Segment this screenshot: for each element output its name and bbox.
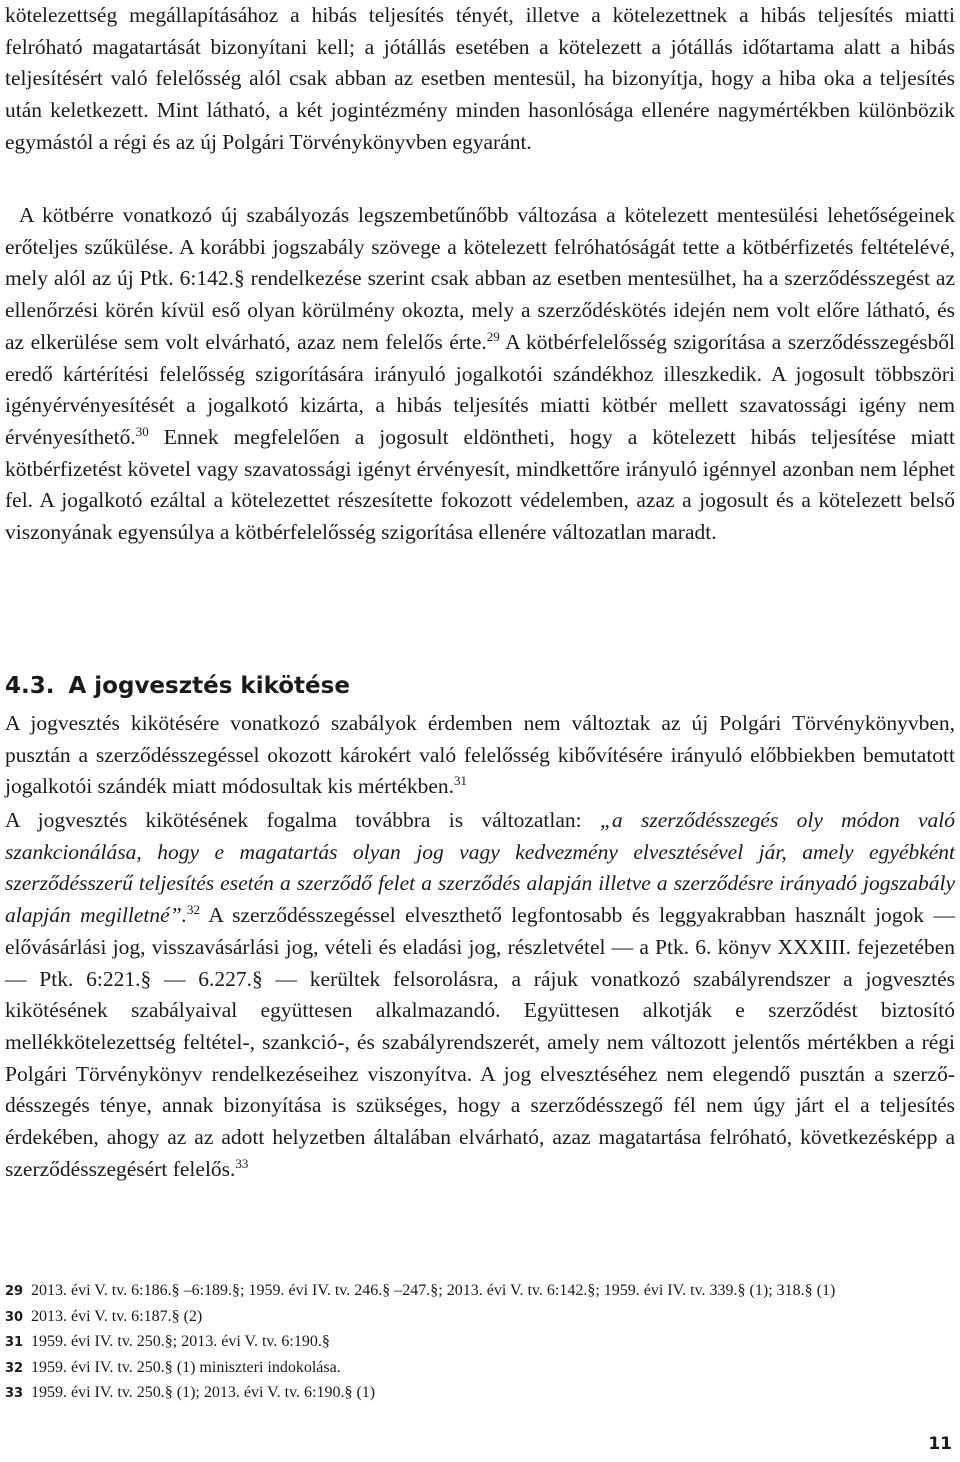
paragraph-3-text: A jogvesztés kikötésére vonatkozó szabályok érdemben nem változtak az új Polgári Törvénykönyvben, pusztán a szerződésszegéssel okozott károkért való felelősség kibővítésére irányuló előbbiekben bemutatott jogalkotói szándék miatt módosultak kis mértékben.: [5, 711, 955, 799]
footnote-number: 33: [5, 1386, 24, 1401]
footnote-text: 1959. évi IV. tv. 250.§ (1) miniszteri indokolása.: [31, 1358, 341, 1376]
footnote-32: [5, 1355, 955, 1381]
footnotes: [5, 1278, 955, 1406]
paragraph-1: kötelezettség megállapításához a hibás teljesítés tényét, illetve a kötelezettnek a hibás teljesítés miatti felróható magatartását bizonyítani kell; a jótállás esetében a kötelezett a jótállás időtartama alatt a hibás teljesítésért való felelősség alól csak abban az esetben mentesül, ha bizonyítja, hogy a hiba oka a teljesítés után keletkezett. Mint látható, a két jogintézmény minden hasonlósága ellenére nagymértékben különbözik egymástól a régi és az új Polgári Törvénykönyvben egyaránt.: [5, 3, 955, 154]
paragraph-2-text-a: A kötbérre vonatkozó új szabályozás legszembetűnőbb változása a kötelezett mentesülési lehetőségeinek erőteljes szűkülése. A korábbi jogszabály szövege a kötelezett felróhatóságát tette a kötbérfizetés feltételévé, mely alól az új Ptk. 6:142.§ rendelkezése szerint csak abban az esetben mentesülhet, ha a szerződésszegést az ellenőrzési körén kívül eső olyan körülmény okozta, mely a szerződéskötés idején nem volt előre látható, és az elkerülése sem volt elvárható, azaz nem felelős érte.: [5, 203, 955, 354]
footnote-30: [5, 1304, 955, 1330]
footnote-ref-30[interactable]: 30: [135, 423, 149, 439]
paragraph-2-text-c: Ennek megfelelően a jogosult eldöntheti, hogy a kötelezett hibás teljesítése miatt kötbérfizetést követel vagy szavatossági igényt érvényesít, mindkettőre irányuló igénnyel azonban nem léphet fel. A jogalkotó ezáltal a kötelezettet részesítette fokozott védelemben, azaz a jogosult és a kötelezett belső viszonyának egyensúlya a kötbérfelelősség szigorítása ellenére változatlan maradt.: [5, 424, 955, 545]
footnote-31: [5, 1329, 955, 1355]
section-number: 4.3.: [5, 673, 55, 699]
footnote-ref-31[interactable]: 31: [454, 773, 468, 789]
paragraph-4: [5, 805, 955, 1185]
paragraph-4-text-b: A szerződésszegéssel elveszthető legfontosabb és leggyakrabban használt jogok — elővásárlási jog, visszavásárlási jog, vételi és eladási jog, részletvétel — a Ptk. 6. könyv XXXIII. fejezetében — Ptk. 6:221.§ — 6.227.§ — kerültek felsorolásra, a rájuk vonatkozó szabályrendszer a jogvesztés kikötésének szabályaival együttesen alkalmazandó. Együttesen alkotják e szerződést biztosító mellékkötelezettség feltétel-, szankció-, és szabályrendszerét, amely nem változott jelentős mértékben a régi Polgári Törvénykönyv rendelkezéseihez viszonyítva. A jog elvesztéséhez nem elegendő pusztán a szerződésszegés ténye, annak bizonyítása is szükséges, hogy a szerződésszegő fél nem úgy járt el a teljesítés érdekében, ahogy az az adott helyzetben általában elvárható, azaz magatartása felróható, következésképp a szerződésszegésért felelős.: [5, 903, 956, 1181]
footnote-ref-32[interactable]: 32: [187, 901, 201, 917]
footnote-number: 32: [5, 1360, 24, 1376]
footnote-29: [5, 1278, 955, 1304]
footnote-text: 2013. évi V. tv. 6:186.§ –6:189.§; 1959. évi IV. tv. 246.§ –247.§; 2013. évi V. tv. 6:142.§; 1959. évi IV. tv. 339.§ (1); 318.§ (1): [31, 1282, 836, 1299]
footnote-text: 1959. évi IV. tv. 250.§ (1); 2013. évi V. tv. 6:190.§ (1): [31, 1384, 376, 1401]
section-heading: [5, 670, 350, 702]
paragraph-2: [5, 200, 955, 549]
paragraph-3: [5, 708, 955, 803]
footnote-ref-33[interactable]: 33: [235, 1155, 249, 1171]
footnote-33: [5, 1380, 955, 1406]
section-title: A jogvesztés kikötése: [68, 673, 350, 699]
page-number: 11: [928, 1434, 952, 1454]
footnote-number: 31: [5, 1335, 24, 1350]
paragraph-4-text-a: A jogvesztés kikötésének fogalma továbbra is változatlan:: [5, 808, 600, 832]
footnote-text: 2013. évi V. tv. 6:187.§ (2): [31, 1307, 203, 1325]
footnote-number: 30: [5, 1309, 24, 1325]
footnote-ref-29[interactable]: 29: [486, 328, 500, 344]
definition-quote: „a szerződésszegés oly módon való szankcionálása, hogy e magatartás olyan jog vagy kedvezmény elvesztésével jár, amely egyébként szerződésszerű teljesítés esetén a szerződő felet a szerződés alapján illetve a szerződésre irányadó jogszabály alapján megilletné”.: [5, 808, 956, 928]
paragraph-2-text-b: A kötbérfelelősség szigorítása a szerződésszegésből eredő kártérítési felelősség szigorítására irányuló jogalkotói szándékhoz illeszkedik. A jogosult többszöri igényérvényesítését a jogalkotó kizárta, a hibás teljesítés miatti kötbér mellett szavatossági igény nem érvényesíthető.: [5, 329, 955, 449]
footnote-number: 29: [5, 1284, 24, 1299]
footnote-text: 1959. évi IV. tv. 250.§; 2013. évi V. tv. 6:190.§: [31, 1333, 330, 1350]
